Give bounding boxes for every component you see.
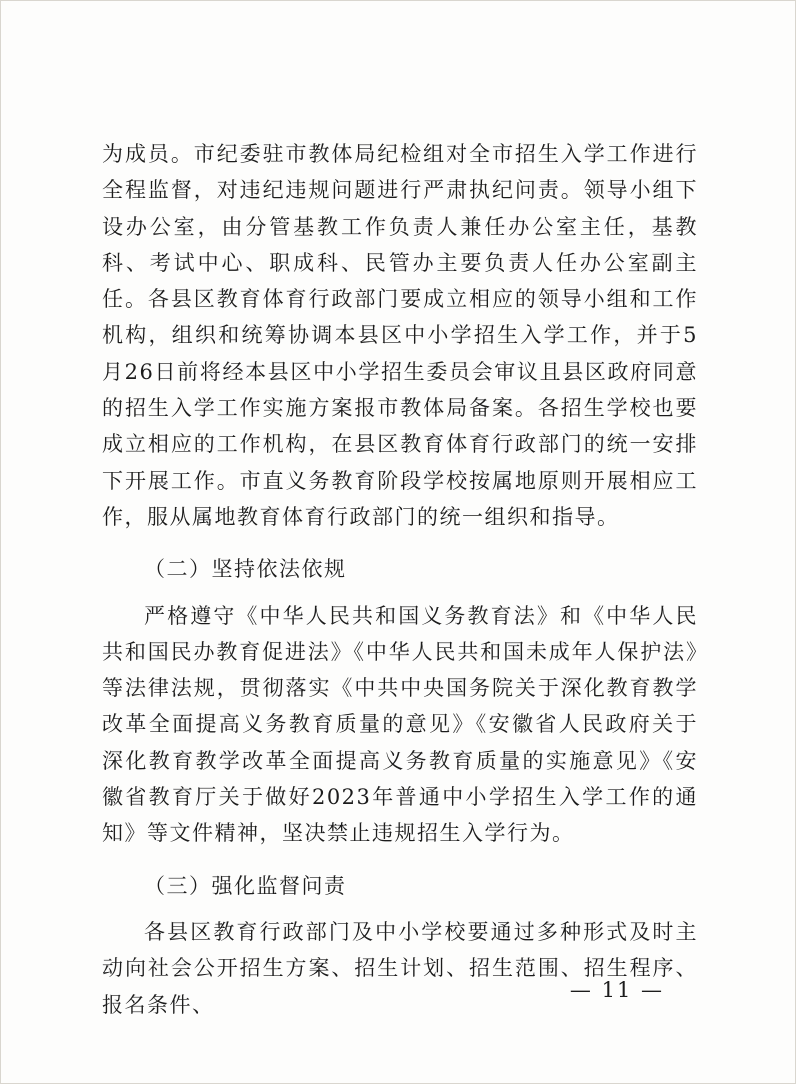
page-number: — 11 —: [569, 978, 664, 1002]
document-body: [102, 136, 698, 1023]
section-heading-3: （三）强化监督问责: [144, 873, 347, 898]
paragraph-continuation: 为成员。市纪委驻市教体局纪检组对全市招生入学工作进行全程监督，对违纪违规问题进行严肃执纪问责。领导小组下设办公室，由分管基教工作负责人兼任办公室主任，基教科、考试中心、职成科、民管办主要负责人任办公室副主任。各县区教育体育行政部门要成立相应的领导小组和工作机构，组织和统筹协调本县区中小学招生入学工作，并于5月26日前将经本县区中小学招生委员会审议且县区政府同意的招生入学工作实施方案报市教体局备案。各招生学校也要成立相应的工作机构，在县区教育体育行政部门的统一安排下开展工作。市直义务教育阶段学校按属地原则开展相应工作，服从属地教育体育行政部门的统一组织和指导。: [102, 142, 698, 529]
paragraph-supervision: 各县区教育行政部门及中小学校要通过多种形式及时主动向社会公开招生方案、招生计划、招生范围、招生程序、报名条件、: [102, 919, 698, 1017]
paragraph-legal-compliance: 严格遵守《中华人民共和国义务教育法》和《中华人民共和国民办教育促进法》《中华人民共和国未成年人保护法》等法律法规，贯彻落实《中共中央国务院关于深化教育教学改革全面提高义务教育质量的意见》《安徽省人民政府关于深化教育教学改革全面提高义务教育质量的实施意见》《安徽省教育厅关于做好2023年普通中小学招生入学工作的通知》等文件精神，坚决禁止违规招生入学行为。: [102, 603, 698, 846]
section-heading-2: （二）坚持依法依规: [144, 557, 347, 582]
